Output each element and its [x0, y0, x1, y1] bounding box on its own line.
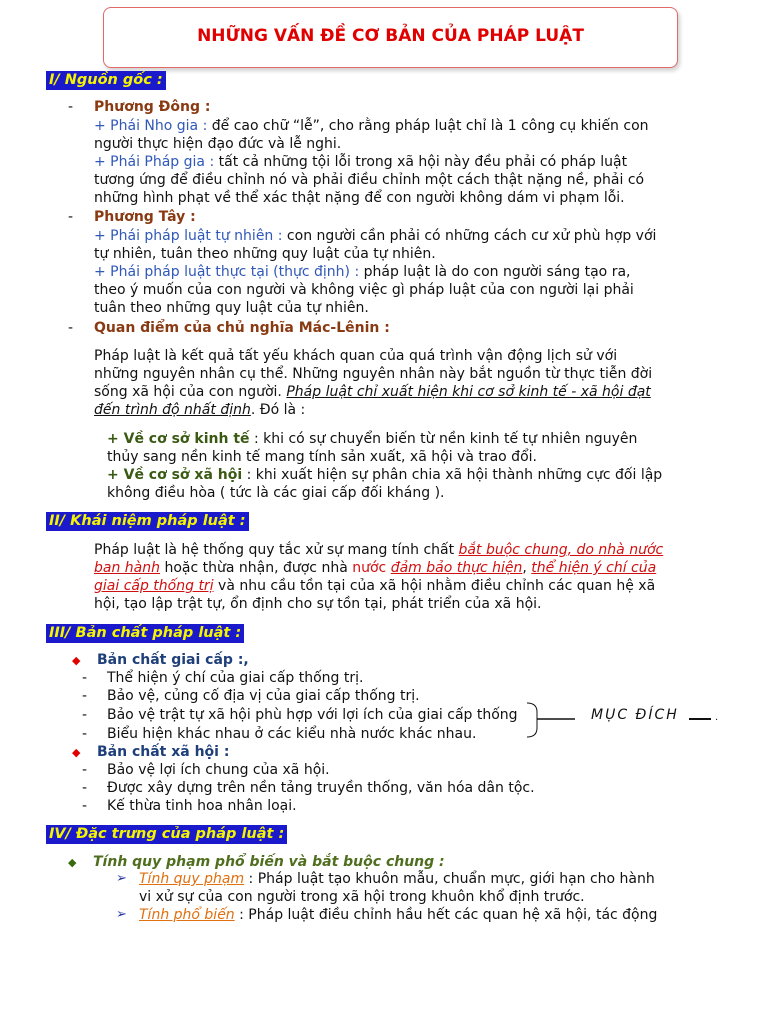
paragraph-line — [107, 466, 662, 484]
basis-label: + Về cơ sở kinh tế — [107, 431, 250, 447]
list-item: Bảo vệ, củng cố địa vị của giai cấp thống trị. — [107, 688, 420, 704]
title-box — [103, 7, 678, 68]
dash-bullet: - — [82, 780, 88, 796]
paragraph-line — [94, 227, 656, 245]
diamond-bullet-icon: ◆ — [68, 856, 77, 869]
emphasis-text: đảm bảo thực hiện — [390, 560, 523, 576]
paragraph-line: tương ứng để điều chỉnh nó và phải điều chỉnh một cách thật nặng nề, phải có — [94, 172, 645, 188]
section-heading-3: III/ Bản chất pháp luật : — [46, 624, 244, 643]
section-heading-2: II/ Khái niệm pháp luật : — [46, 512, 249, 531]
list-item: Biểu hiện khác nhau ở các kiểu nhà nước khác nhau. — [107, 726, 477, 742]
diamond-bullet-icon: ◆ — [72, 746, 81, 759]
dash-bullet: - — [82, 707, 88, 723]
paragraph-line — [94, 383, 651, 401]
subheading-phuong-dong: Phương Đông : — [94, 99, 211, 115]
paragraph-line: người thực hiện đạo đức và lễ nghi. — [94, 136, 342, 152]
text: để cao chữ “lễ”, cho rằng pháp luật chỉ là 1 công cụ khiến con — [207, 118, 649, 134]
school-label: + Phái Pháp gia : — [94, 154, 215, 170]
feature-label: Tính phổ biến — [139, 907, 235, 923]
paragraph-line — [107, 430, 637, 448]
dash-bullet: - — [68, 320, 74, 336]
list-item: Được xây dựng trên nền tảng truyền thống, văn hóa dân tộc. — [107, 780, 535, 796]
paragraph-line: vi xử sự của con người trong xã hội trong khuôn khổ định trước. — [139, 889, 585, 905]
paragraph-line — [94, 117, 649, 135]
subheading-ban-chat-giai-cap: Bản chất giai cấp :, — [97, 652, 249, 668]
paragraph-line: thủy sang nền kinh tế mang tính sản xuất, xã hội và trao đổi. — [107, 449, 537, 465]
list-item: Thể hiện ý chí của giai cấp thống trị. — [107, 670, 364, 686]
arrow-bullet-icon: ➢ — [116, 907, 127, 922]
emphasis-text: đến trình độ nhất định — [94, 402, 251, 418]
section-heading-4: IV/ Đặc trưng của pháp luật : — [46, 825, 287, 844]
paragraph-line: những nguyên nhân cụ thể. Những nguyên nhân này bắt nguồn từ thực tiễn đời — [94, 366, 653, 382]
purpose-label: MỤC ĐÍCH — [591, 707, 679, 723]
arrow-bullet-icon: ➢ — [116, 871, 127, 886]
text: : khi có sự chuyển biến từ nền kinh tế tự nhiên nguyên — [249, 431, 638, 447]
text: và nhu cầu tồn tại của xã hội nhằm điều chỉnh các quan hệ xã — [213, 578, 656, 594]
emphasis-text: thể hiện ý chí của — [531, 560, 657, 576]
school-label: + Phái pháp luật tự nhiên : — [94, 228, 283, 244]
dash-bullet: - — [82, 798, 88, 814]
page-title: NHỮNG VẤN ĐỀ CƠ BẢN CỦA PHÁP LUẬT — [197, 26, 584, 46]
text: con người cần phải có những cách cư xử phù hợp với — [282, 228, 657, 244]
paragraph-line — [139, 870, 655, 888]
text: hoặc thừa nhận, được nhà — [160, 560, 353, 576]
subheading-tinh-quy-pham: Tính quy phạm phổ biến và bắt buộc chung : — [93, 854, 445, 870]
subheading-mac-lenin: Quan điểm của chủ nghĩa Mác-Lênin : — [94, 320, 390, 336]
dash-bullet: - — [68, 209, 74, 225]
text: sống xã hội của con người. — [94, 384, 287, 400]
emphasis-text: giai cấp thống trị — [94, 578, 214, 594]
emphasis-text: nước — [352, 560, 387, 576]
paragraph-line — [94, 559, 656, 577]
paragraph-line: Pháp luật là kết quả tất yếu khách quan của quá trình vận động lịch sử với — [94, 348, 618, 364]
paragraph-line: hội, tạo lập trật tự, ổn định cho sự tồn tại, phát triển của xã hội. — [94, 596, 542, 612]
school-label: + Phái pháp luật thực tại (thực định) : — [94, 264, 360, 280]
subheading-phuong-tay: Phương Tây : — [94, 209, 196, 225]
emphasis-text: bắt buộc chung, do nhà nước — [458, 542, 664, 558]
emphasis-text: Pháp luật chỉ xuất hiện khi cơ sở kinh tế - xã hội đạt — [286, 384, 651, 400]
text: pháp luật là do con người sáng tạo ra, — [359, 264, 631, 280]
paragraph-line — [139, 906, 657, 924]
dash-bullet: - — [82, 726, 88, 742]
text: : khi xuất hiện sự phân chia xã hội thành những cực đối lập — [242, 467, 663, 483]
text: tất cả những tội lỗi trong xã hội này đều phải có pháp luật — [214, 154, 628, 170]
text: : Pháp luật tạo khuôn mẫu, chuẩn mực, giới hạn cho hành — [244, 871, 655, 887]
paragraph-line: không điều hòa ( tức là các giai cấp đối kháng ). — [107, 485, 445, 501]
diamond-bullet-icon: ◆ — [72, 654, 81, 667]
paragraph-line — [94, 577, 655, 595]
list-item: Bảo vệ lợi ích chung của xã hội. — [107, 762, 330, 778]
text: , — [522, 560, 532, 576]
svg-text:.: . — [715, 712, 719, 723]
school-label: + Phái Nho gia : — [94, 118, 208, 134]
basis-label: + Về cơ sở xã hội — [107, 467, 243, 483]
emphasis-text: ban hành — [94, 560, 160, 576]
text: Pháp luật là hệ thống quy tắc xử sự mang tính chất — [94, 542, 459, 558]
text: : Pháp luật điều chỉnh hầu hết các quan hệ xã hội, tác động — [234, 907, 658, 923]
paragraph-line — [94, 401, 305, 419]
paragraph-line: tự nhiên, tuân theo những quy luật của tự nhiên. — [94, 246, 436, 262]
paragraph-line — [94, 541, 663, 559]
list-item: Bảo vệ trật tự xã hội phù hợp với lợi ích của giai cấp thống — [107, 707, 518, 723]
dash-bullet: - — [68, 99, 74, 115]
dash-bullet: - — [82, 688, 88, 704]
dash-bullet: - — [82, 670, 88, 686]
dash-bullet: - — [82, 762, 88, 778]
paragraph-line: tuân theo những quy luật của tự nhiên. — [94, 300, 369, 316]
text: . Đó là : — [250, 402, 306, 418]
subheading-ban-chat-xa-hoi: Bản chất xã hội : — [97, 744, 230, 760]
paragraph-line — [94, 153, 627, 171]
section-heading-1: I/ Nguồn gốc : — [46, 71, 166, 90]
feature-label: Tính quy phạm — [139, 871, 245, 887]
list-item: Kế thừa tinh hoa nhân loại. — [107, 798, 297, 814]
paragraph-line: những hình phạt về thể xác thật nặng để con người không dám vi phạm lỗi. — [94, 190, 625, 206]
paragraph-line — [94, 263, 630, 281]
paragraph-line: theo ý muốn của con người và không việc gì pháp luật của con người lại phải — [94, 282, 634, 298]
